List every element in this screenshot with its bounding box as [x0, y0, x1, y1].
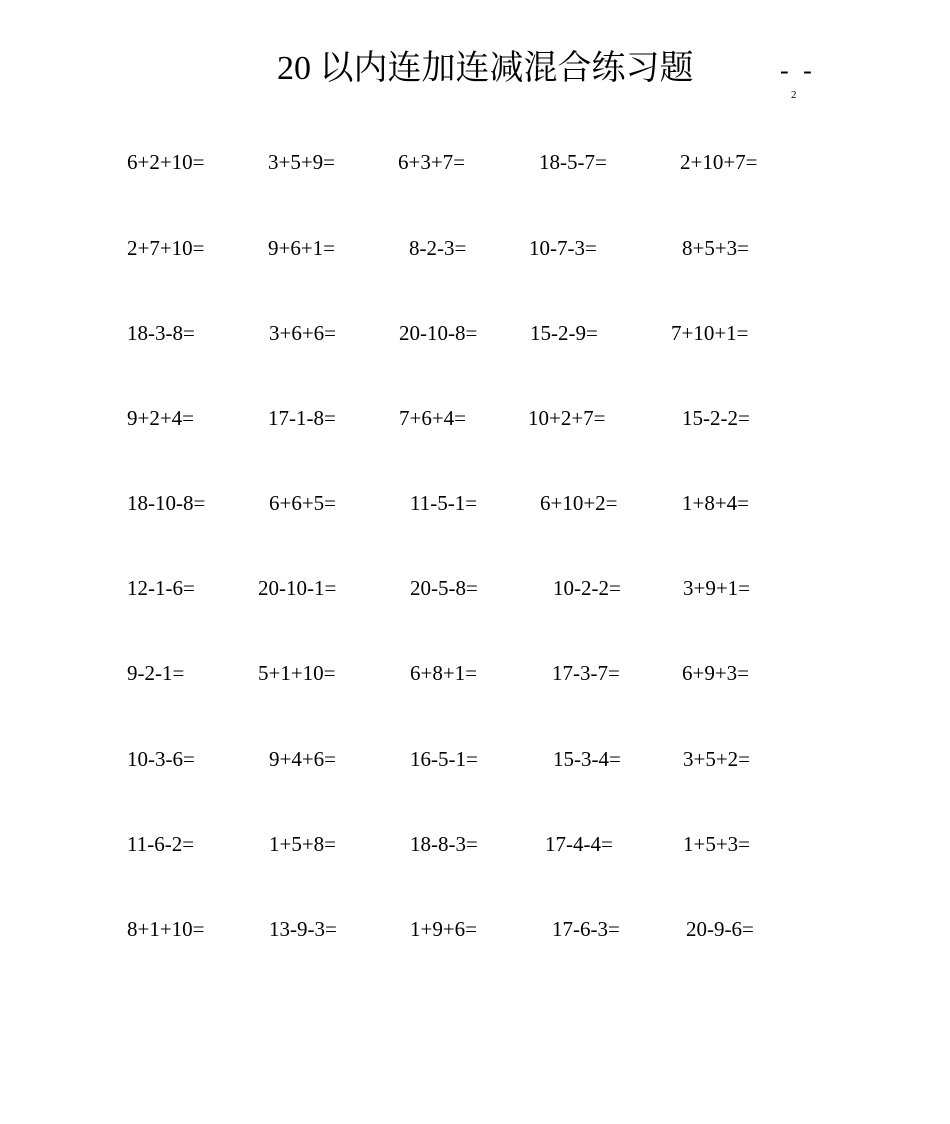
exercise-problem: 7+6+4=: [399, 406, 467, 430]
exercise-row: [0, 147, 950, 177]
exercise-problem: 5+1+10=: [258, 661, 336, 685]
exercise-problem: 9-2-1=: [127, 661, 185, 685]
exercise-problem: 17-4-4=: [545, 832, 613, 856]
exercise-problem: 17-3-7=: [552, 661, 620, 685]
page-number: 2: [791, 89, 797, 101]
exercise-row: [0, 233, 950, 263]
exercise-problem: 20-5-8=: [410, 576, 478, 600]
exercise-row: [0, 573, 950, 603]
exercise-problem: 9+4+6=: [269, 747, 337, 771]
exercise-row: [0, 488, 950, 518]
exercise-problem: 6+9+3=: [682, 661, 750, 685]
exercise-problem: 11-6-2=: [127, 832, 195, 856]
exercise-row: [0, 914, 950, 944]
exercise-problem: 1+8+4=: [682, 491, 750, 515]
exercise-problem: 18-3-8=: [127, 321, 195, 345]
exercise-problem: 2+10+7=: [680, 150, 758, 174]
exercise-problem: 10-7-3=: [529, 236, 597, 260]
page-title: 20 以内连加连减混合练习题: [277, 50, 694, 87]
exercise-problem: 10-3-6=: [127, 747, 195, 771]
exercise-problem: 18-10-8=: [127, 491, 206, 515]
exercise-row: [0, 829, 950, 859]
exercise-problem: 17-6-3=: [552, 917, 620, 941]
exercise-problem: 12-1-6=: [127, 576, 195, 600]
exercise-problem: 15-2-9=: [530, 321, 598, 345]
exercise-problem: 16-5-1=: [410, 747, 478, 771]
exercise-problem: 6+6+5=: [269, 491, 337, 515]
exercise-problem: 18-8-3=: [410, 832, 478, 856]
exercise-problem: 20-9-6=: [686, 917, 754, 941]
exercise-problem: 8-2-3=: [409, 236, 467, 260]
exercise-problem: 11-5-1=: [410, 491, 478, 515]
exercise-row: [0, 318, 950, 348]
exercise-problem: 17-1-8=: [268, 406, 336, 430]
exercise-problem: 3+9+1=: [683, 576, 751, 600]
exercise-problem: 1+5+3=: [683, 832, 751, 856]
exercise-problem: 15-3-4=: [553, 747, 621, 771]
exercise-problem: 20-10-8=: [399, 321, 478, 345]
exercise-problem: 7+10+1=: [671, 321, 749, 345]
exercise-problem: 1+9+6=: [410, 917, 478, 941]
exercise-problem: 9+6+1=: [268, 236, 336, 260]
exercise-problem: 6+2+10=: [127, 150, 205, 174]
exercise-row: [0, 403, 950, 433]
exercise-problem: 10-2-2=: [553, 576, 621, 600]
exercise-row: [0, 744, 950, 774]
exercise-problem: 3+5+2=: [683, 747, 751, 771]
exercise-row: [0, 658, 950, 688]
exercise-problem: 8+5+3=: [682, 236, 750, 260]
exercise-problem: 6+8+1=: [410, 661, 478, 685]
corner-dash-mark: - -: [780, 56, 816, 85]
exercise-problem: 9+2+4=: [127, 406, 195, 430]
exercise-problem: 15-2-2=: [682, 406, 750, 430]
exercise-problem: 2+7+10=: [127, 236, 205, 260]
exercise-problem: 6+10+2=: [540, 491, 618, 515]
exercise-problem: 20-10-1=: [258, 576, 337, 600]
exercise-problem: 1+5+8=: [269, 832, 337, 856]
exercise-problem: 6+3+7=: [398, 150, 466, 174]
exercise-problem: 18-5-7=: [539, 150, 607, 174]
exercise-problem: 10+2+7=: [528, 406, 606, 430]
exercise-problem: 3+6+6=: [269, 321, 337, 345]
exercise-problem: 8+1+10=: [127, 917, 205, 941]
exercise-problem: 3+5+9=: [268, 150, 336, 174]
exercise-problem: 13-9-3=: [269, 917, 337, 941]
